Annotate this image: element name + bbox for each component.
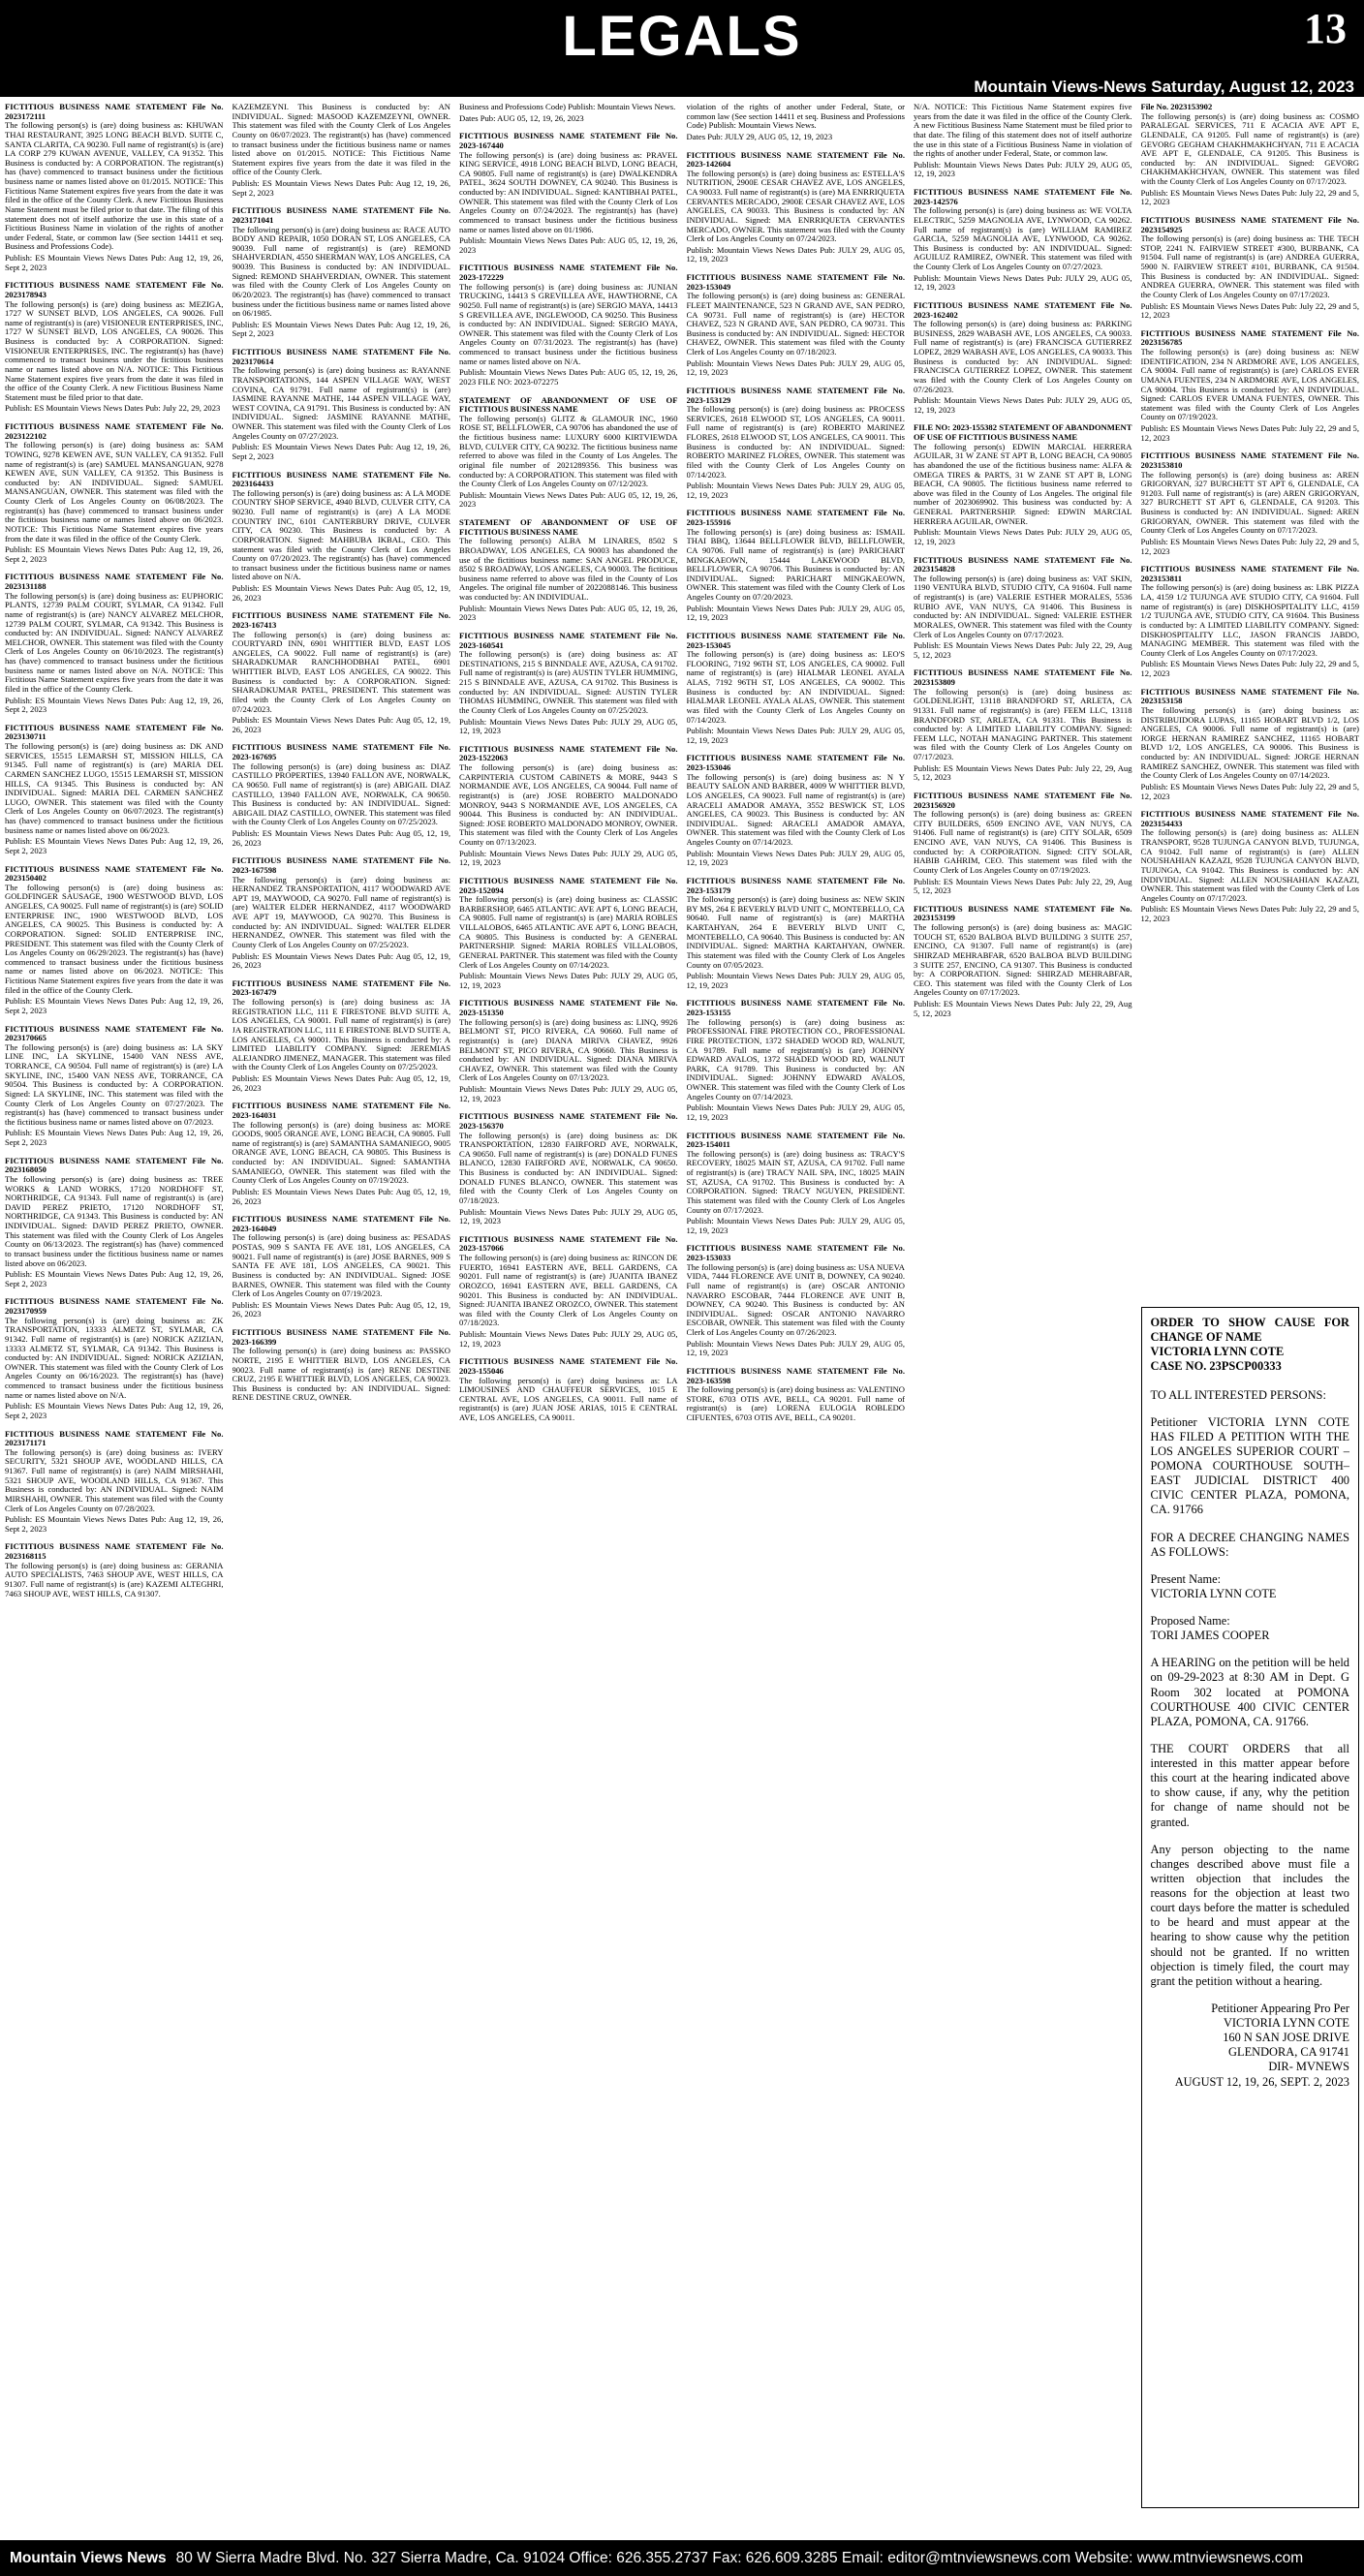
legal-notice <box>687 877 906 991</box>
osc-hearing: A HEARING on the petition will be held on 09-29-2023 at 8:30 AM in Dept. G Room 302 located at POMONA COURTHOUSE 400 CIVIC CENTER PLAZA, POMONA, CA. 91766. <box>1150 1656 1349 1728</box>
notice-body: The following person(s) is (are) doing business as: JA REGISTRATION LLC, 111 E FIRESTONE BLVD SUITE A, LOS ANGELES, CA 90001. Full name of registrant(s) is (are) JA REGISTRATION LLC, 111 E FIRESTONE BLVD SUITE A, LOS ANGELES, CA 90001. This Business is conducted by: A LIMITED LIABILITY COMPANY. Signed: JEREMIAS ALEJANDRO JIMENEZ, MANAGER. This statement was filed with the County Clerk of Los Angeles County on 07/25/2023. <box>232 997 450 1072</box>
notice-header: FICTITIOUS BUSINESS NAME STATEMENT File No. 2023168050 <box>5 1155 224 1175</box>
notice-body: The following person(s) is (are) doing business as: ESTELLA'S NUTRITION, 2900E CESAR CHAVEZ AVE, LOS ANGELES, CA 90033. Full name of registrant(s) is (are) MA ENRRIQUETA CERVANTES MERCADO, 2900E CESAR CHAVEZ AVE, LOS ANGELES, CA 90033. This Business is conducted by: AN INDIVIDUAL. Signed: MA ENRRIQUETA CERVANTES MERCADO, OWNER. This statement was filed with the County Clerk of Los Angeles County on 07/24/2023. <box>686 168 905 244</box>
osc-signature-2: VICTORIA LYNN COTE <box>1223 2016 1349 2030</box>
legal-notice <box>232 348 451 462</box>
legal-notice <box>232 1328 451 1403</box>
notice-publish: Publish: ES Mountain Views News Dates Pub: Aug 12, 19, 26, Sept 2, 2023 <box>5 996 224 1015</box>
notice-body: The following person(s) EDWIN MARCIAL HERRERA AGUILAR, 31 W ZANE ST APT B, LONG BEACH, CA 90805 has abandoned the use of the fictitious business name: ALFA & OMEGA TIRES & PARTS, 31 W ZANE ST APT B, LONG BEACH, CA 90805. The fictitious business name referred to above was filed in the County of Los Angeles. The original file number of 2023069902. This business was conducted by: A GENERAL PARTNERSHIP. Signed: EDWIN MARCIAL HERRERA AGUILAR, OWNER. <box>914 441 1132 526</box>
legal-notice <box>459 1235 678 1350</box>
notice-body: The following person(s) is (are) doing business as: PROFESSIONAL FIRE PROTECTION CO., PROFESSIONAL FIRE PROTECTION, 1372 SHADED WOOD RD, WALNUT, CA 91789. Full name of registrant(s) is (are) JOHNNY EDWARD AVALOS, 1372 SHADED WOOD RD, WALNUT PARK, CA 91789. This Business is conducted by: AN INDIVIDUAL. Signed: JOHNNY EDWARD AVALOS, OWNER. This statement was filed with the County Clerk of Los Angeles County on 07/14/2023. <box>686 1016 905 1102</box>
legal-notice <box>459 518 678 623</box>
notice-header: FICTITIOUS BUSINESS NAME STATEMENT File No. 2023-154011 <box>686 1130 905 1150</box>
notice-body: The following person(s) is (are) doing business as: PASSKO NORTE, 2195 E WHITTIER BLVD, LOS ANGELES, CA 90023. Full name of registrant(s) is (are) RENE DESTINE CRUZ, 2195 E WHITTIER BLVD, LOS ANGELES, CA 90023. This Business is conducted by: AN INDIVIDUAL. Signed: RENE DESTINE CRUZ, OWNER. <box>232 1346 450 1403</box>
osc-to-all: TO ALL INTERESTED PERSONS: <box>1150 1387 1326 1402</box>
column-5 <box>914 103 1132 2536</box>
notice-publish: Publish: Mountain Views News Dates Pub: JULY 29, AUG 05, 12, 19, 2023 <box>686 603 905 623</box>
notice-body: The following person(s) is (are) doing business as: SAM TOWING, 9278 KEWEN AVE, SUN VALLEY, CA 91352. Full name of registrant(s) is (are) SAMUEL MANSANGUAN, 9278 KEWEN AVE, SUN VALLEY, CA 91352. This Business is conducted by: AN INDIVIDUAL. Signed: SAMUEL MANSANGUAN, OWNER. This statement was filed with the County Clerk of Los Angeles County on 06/08/2023. The registrant(s) has (have) commenced to transact business under the fictitious business name or names listed above on 06/2023. NOTICE: This Fictitious Name Statement expires five years from the date it was filed in the office of the County Clerk. <box>5 440 224 543</box>
notice-body: The following person(s) is (are) doing business as: RAYANNE TRANSPORTATIONS, 144 ASPEN VILLAGE WAY, WEST COVINA, CA 91791. Full name of registrant(s) is (are) JASMINE RAYANNE MATHE, 144 ASPEN VILLAGE WAY, WEST COVINA, CA 91791. This Business is conducted by: AN INDIVIDUAL. Signed: JASMINE RAYANNE MATHE, OWNER. This statement was filed with the County Clerk of Los Angeles County on 07/27/2023. <box>232 365 450 441</box>
notice-header: FICTITIOUS BUSINESS NAME STATEMENT File No. 2023156920 <box>914 790 1132 810</box>
footer-brand: Mountain Views News <box>10 2550 167 2566</box>
notice-body: The following person(s) is (are) doing business as: COSMO PARALEGAL SERVICES, 711 E ACACIA AVE APT E, GLENDALE, CA 91205. Full name of registrant(s) is (are) GEVORG GEGHAM CHAKHMAKHCHYAN, 711 E ACACIA AVE APT E, GLENDALE, CA 91205. This Business is conducted by: AN INDIVIDUAL. Signed: GEVORG CHAKHMAKHCHYAN, OWNER. This statement was filed with the County Clerk of Los Angeles County on 07/17/2023. <box>1140 110 1359 186</box>
notice-header: FICTITIOUS BUSINESS NAME STATEMENT File No. 2023-160541 <box>459 630 678 650</box>
legal-notice <box>687 1244 906 1358</box>
notice-body: The following person(s) is (are) doing business as: ZK TRANSPORTATION, 13333 ALMETZ ST, SYLMAR, CA 91342. Full name of registrant(s) is (are) NORICK AZIZIAN, 13333 ALMETZ ST, SYLMAR, CA 91342. This Business is conducted by: AN INDIVIDUAL. Signed: NORICK AZIZIAN, OWNER. This statement was filed with the County Clerk of Los Angeles County on 06/16/2023. The registrant(s) has (have) commenced to transact business under the fictitious business name or names listed above on N/A. <box>5 1315 224 1400</box>
notice-body: The following person(s) is (are) doing business as: GREEN CITY BUILDERS, 6509 ENCINO AVE, VAN NUYS, CA 91406. Full name of registrant(s) is (are) CITY SOLAR, 6509 ENCINO AVE, VAN NUYS, CA 91406. This Business is conducted by: A CORPORATION. Signed: CITY SOLAR, HABIB GAHRIM, CEO. This statement was filed with the County Clerk of Los Angeles County on 07/19/2023. <box>914 809 1132 875</box>
notice-body: The following person(s) is (are) doing business as: CLASSIC BARBERSHOP, 6465 ATLANTIC AVE APT 6, LONG BEACH, CA 90805. Full name of registrant(s) is (are) MARIA ROBLES VILLALOBOS, 6465 ATLANTIC AVE APT 6, LONG BEACH, CA 90805. This Business is conducted by: A GENERAL PARTNERSHIP. Signed: MARIA ROBLES VILLALOBOS, GENERAL PARTNER. This statement was filed with the County Clerk of Los Angeles County on 07/14/2023. <box>459 894 678 970</box>
legal-notice <box>687 387 906 501</box>
notice-body: violation of the rights of another under Federal, State, or common law (See section 14411 et seq. Business and Professions Code) Publish: Mountain Views News. <box>686 103 905 131</box>
notice-header: FICTITIOUS BUSINESS NAME STATEMENT File No. 2023-167413 <box>232 610 450 630</box>
legal-notice <box>459 632 678 736</box>
notice-body: Business and Professions Code) Publish: Mountain Views News. <box>459 103 676 111</box>
legal-notice <box>5 1025 224 1148</box>
legal-notice <box>5 1157 224 1289</box>
notice-header: FICTITIOUS BUSINESS NAME STATEMENT File No. 2023-167695 <box>232 742 450 761</box>
legal-notice <box>914 791 1132 896</box>
notice-body: The following person(s) is (are) doing business as: THE TECH STOP, 2241 N. FAIRVIEW STREET #300, BURBANK, CA 91504. Full name of registrant(s) is (are) ANDREA GUERRA, 5900 N. FAIRVIEW STREET #101, BURBANK, CA 91504. This Business is conducted by: AN INDIVIDUAL. Signed: ANDREA GUERRA, OWNER. This statement was filed with the County Clerk of Los Angeles County on 07/17/2023. <box>1140 233 1359 299</box>
legal-notice <box>687 273 906 378</box>
legal-notice <box>459 264 678 387</box>
osc-proposed-name <box>1151 1614 1350 1643</box>
notice-header: FICTITIOUS BUSINESS NAME STATEMENT File No. 2023172111 <box>5 103 224 121</box>
legal-notice <box>5 422 224 564</box>
notice-header: FICTITIOUS BUSINESS NAME STATEMENT File No. 2023-162402 <box>914 299 1132 320</box>
notice-header: FICTITIOUS BUSINESS NAME STATEMENT File No. 2023122102 <box>5 421 224 441</box>
legal-notice <box>687 103 906 142</box>
notice-body: The following person(s) is (are) doing business as: PARKING BUSINESS, 2829 WABASH AVE, LOS ANGELES, CA 90033. Full name of registrant(s) is (are) FRANCISCA GUTIERREZ LOPEZ, 2829 WABASH AVE, LOS ANGELES, CA 90033. This Business is conducted by: AN INDIVIDUAL. Signed: FRANCISCA GUTIERREZ LOPEZ, OWNER. This statement was filed with the County Clerk of Los Angeles County on 07/26/2023. <box>914 319 1132 394</box>
notice-publish: Publish: Mountain Views News Dates Pub: JULY 29, AUG 05, 12, 19, 2023 <box>686 481 905 500</box>
notice-header: FICTITIOUS BUSINESS NAME STATEMENT File No. 2023-153046 <box>686 753 905 772</box>
notice-header: FICTITIOUS BUSINESS NAME STATEMENT File No. 2023-166399 <box>232 1327 450 1347</box>
notice-body: The following person(s) is (are) doing business as: PROCESS SERVICES, 2618 ELWOOD ST, LOS ANGELES, CA 90011. Full name of registrant(s) is (are) ROBERTO MARINEZ FLORES, 2618 ELWOOD ST, LOS ANGELES, CA 90011. This Business is conducted by: AN INDIVIDUAL. Signed: ROBERTO MARINEZ FLORES, OWNER. This statement was filed with the County Clerk of Los Angeles County on 07/14/2023. <box>686 404 905 480</box>
notice-publish: Publish: ES Mountain Views News Dates Pub: Aug 12, 19, 26, Sept 2, 2023 <box>232 442 450 461</box>
notice-header: FICTITIOUS BUSINESS NAME STATEMENT File No. 2023178943 <box>5 280 224 299</box>
legal-notice <box>914 556 1132 661</box>
legal-notice <box>5 1542 224 1598</box>
notice-publish: Publish: ES Mountain Views News Dates Pub: July 22, 29 and 5, 12, 2023 <box>1140 187 1359 207</box>
legal-notice <box>5 1297 224 1420</box>
notice-publish: Publish: Mountain Views News Dates Pub: AUG 05, 12, 19, 26, 2023 <box>459 489 678 510</box>
notice-header: FICTITIOUS BUSINESS NAME STATEMENT File No. 2023-167598 <box>232 855 450 875</box>
notice-body: The following person(s) is (are) doing business as: N Y BEAUTY SALON AND BARBER, 4009 W WHITTIER BLVD, LOS ANGELES, CA 90023. Full name of registrant(s) is (are) ARACELI AMADOR AMAYA, 3552 BESWICK ST, LOS ANGELES, CA 90023. This Business is conducted by: AN INDIVIDUAL. Signed: ARACELI AMADOR AMAYA, OWNER. This statement was filed with the County Clerk of Los Angeles County on 07/14/2023. <box>686 771 905 847</box>
legal-notice <box>232 611 451 734</box>
notice-header: FICTITIOUS BUSINESS NAME STATEMENT File No. 2023170614 <box>232 347 450 366</box>
page-number: 13 <box>1304 5 1347 52</box>
legal-notice <box>5 865 224 1016</box>
notice-header: FICTITIOUS BUSINESS NAME STATEMENT File No. 2023130711 <box>5 722 224 742</box>
notice-publish: Publish: Mountain Views News Dates Pub: JULY 29, AUG 05, 12, 19, 2023 <box>459 971 678 990</box>
notice-header: STATEMENT OF ABANDONMENT OF USE OF FICTITIOUS BUSINESS NAME <box>459 517 678 537</box>
notice-body: The following person(s) is (are) doing business as: HERNANDEZ TRANSPORTATION, 4117 WOODWARD AVE APT 19, MAYWOOD, CA 90270. Full name of registrant(s) is (are) WALTER ELDER HERNANDEZ, 4117 WOODWARD AVE APT 19, MAYWOOD, CA 90270. This Business is conducted by: AN INDIVIDUAL. Signed: WALTER ELDER HERNANDEZ, OWNER. This statement was filed with the County Clerk of Los Angeles County on 07/25/2023. <box>232 874 450 949</box>
notice-publish: Publish: ES Mountain Views News Dates Pub: Aug 12, 19, 26, Sept 2, 2023 <box>5 836 224 855</box>
notice-publish: Publish: ES Mountain Views News Dates Pub: Aug 12, 19, 26, Sept 2, 2023 <box>5 1401 224 1420</box>
notice-body: The following person(s) is (are) doing business as: TRACY'S RECOVERY, 18025 MAIN ST, AZUSA, CA 91702. Full name of registrant(s) is (are) TRACY NAIL SPA, INC, 18025 MAIN ST, AZUSA, CA 91702. This Business is conducted by: A CORPORATION. Signed: TRACY NGUYEN, PRESIDENT. This statement was filed with the County Clerk of Los Angeles County on 07/17/2023. <box>686 1148 905 1215</box>
legal-notice <box>1141 329 1360 444</box>
notice-body: The following person(s) is (are) doing business as: DK AND SERVICES, 15515 LEMARSH ST, MISSION HILLS, CA 91345. Full name of registrant(s) is (are) MARIA DEL CARMEN SANCHEZ LUGO, 15515 LEMARSH ST, MISSION HILLS, CA 91345. This Business is conducted by: AN INDIVIDUAL. Signed: MARIA DEL CARMEN SANCHEZ LUGO, OWNER. This statement was filed with the County Clerk of Los Angeles County on 06/07/2023. The registrant(s) has (have) commenced to transact business under the fictitious business name or names listed above on 06/2023. <box>5 741 224 835</box>
notice-body: The following person(s) is (are) doing business as: VALENTINO STORE, 6703 OTIS AVE, BELL, CA 90201. Full name of registrant(s) is (are) LORENA EULOGIA ROBLEDO CIFUENTES, 6703 OTIS AVE, BELL, CA 90201. <box>686 1384 905 1422</box>
notice-body: The following person(s) is (are) doing business as: MORE GOODS, 9005 ORANGE AVE, LONG BEACH, CA 90805. Full name of registrant(s) is (are) SAMANTHA SAMANIEGO, 9005 ORANGE AVE, LONG BEACH, CA 90805. This Business is conducted by: AN INDIVIDUAL. Signed: SAMANTHA SAMANIEGO, OWNER. This statement was filed with the County Clerk of Los Angeles County on 07/19/2023. <box>232 1119 450 1186</box>
masthead <box>0 0 1364 97</box>
notice-header: FICTITIOUS BUSINESS NAME STATEMENT File No. 2023-153033 <box>686 1243 905 1262</box>
notice-publish: Publish: ES Mountain Views News Dates Pub: Aug 12, 19, 26, Sept 2, 2023 <box>5 1514 224 1534</box>
notice-body: The following person(s) is (are) doing business as: ISMAIL THAI BBQ, 13644 BELLFLOWER BLVD, BELLFLOWER, CA 90706. Full name of registrant(s) is (are) PARICHART MINGKAEOWN, 15444 LAKEWOOD BLVD, BELLFLOWER, CA 90706. This Business is conducted by: AN INDIVIDUAL. Signed: PARICHART MINGKAEOWN, OWNER. This statement was filed with the County Clerk of Los Angeles County on 07/20/2023. <box>686 526 905 602</box>
osc-proposed-value: TORI JAMES COOPER <box>1150 1629 1270 1643</box>
legal-notice <box>459 877 678 991</box>
notice-header: FICTITIOUS BUSINESS NAME STATEMENT File No. 2023-156370 <box>459 1111 678 1131</box>
notice-publish: Publish: Mountain Views News Dates Pub: JULY 29, AUG 05, 12, 19, 2023 <box>686 848 905 868</box>
notice-publish: Publish: Mountain Views News Dates Pub: JULY 29, AUG 05, 12, 19, 2023 <box>686 244 905 264</box>
notice-publish: Publish: ES Mountain Views News Dates Pub: Aug 05, 12, 19, 26, 2023 <box>232 1073 450 1093</box>
notice-publish: Dates Pub: JULY 29, AUG 05, 12, 19, 2023 <box>686 131 833 141</box>
notice-publish: Publish: Mountain Views News Dates Pub: JULY 29, AUG 05, 12, 19, 2023 <box>686 1338 905 1358</box>
notice-header: FICTITIOUS BUSINESS NAME STATEMENT File No. 2023-152094 <box>459 875 678 895</box>
notice-publish: Publish: ES Mountain Views News Dates Pub: Aug 12, 19, 26, Sept 2, 2023 <box>232 178 450 198</box>
notice-header: FICTITIOUS BUSINESS NAME STATEMENT File No. 2023-153155 <box>686 998 905 1017</box>
legal-notice <box>914 905 1132 1019</box>
notice-body: The following person(s) is (are) doing business as: LA SKY LINE INC, LA SKYLINE, 15400 VAN NESS AVE, TORRANCE, CA 90504. Full name of registrant(s) is (are) LA SKYLINE, INC, 15400 VAN NESS AVE, TORRANCE, CA 90504. This Business is conducted by: A CORPORATION. Signed: LA SKYLINE, INC. This statement was filed with the County Clerk of Los Angeles County on 07/27/2023. The registrant(s) has (have) commenced to transact business under the fictitious business name or names listed above on 07/2023. <box>5 1041 224 1127</box>
notice-publish: Publish: Mountain Views News Dates Pub: JULY 29, AUG 05, 12, 19, 2023 <box>686 726 905 745</box>
osc-petition: Petitioner VICTORIA LYNN COTE HAS FILED A PETITION WITH THE LOS ANGELES SUPERIOR COURT –POMONA COURTHOUSE SOUTH– EAST JUDICIAL DISTRICT 400 CIVIC CENTER PLAZA, POMONA, CA. 91766 <box>1150 1414 1349 1517</box>
notice-publish: Publish: ES Mountain Views News Dates Pub: Aug 12, 19, 26, Sept 2, 2023 <box>232 319 450 339</box>
osc-signature-6: AUGUST 12, 19, 26, SEPT. 2, 2023 <box>1174 2074 1349 2089</box>
notice-header: FICTITIOUS BUSINESS NAME STATEMENT File No. 2023170959 <box>5 1296 224 1316</box>
notice-publish: Publish: ES Mountain Views News Dates Pub: Aug 05, 12, 19, 26, 2023 <box>232 583 450 603</box>
notice-header: FICTITIOUS BUSINESS NAME STATEMENT File No. 2023154925 <box>1140 214 1359 234</box>
notice-publish: Publish: ES Mountain Views News Dates Pub: Aug 05, 12, 19, 26, 2023 <box>232 828 450 848</box>
notice-body: The following person(s) is (are) doing business as: A LA MODE COUNTRY SHOP SERVICE, 4940 BLVD, CULVER CITY, CA 90230. Full name of registrant(s) is (are) A LA MODE COUNTRY INC, 6101 CANTERBURY DRIVE, CULVER CITY, CA 90230. This Business is conducted by: A CORPORATION. Signed: MAHBUBA IKBAL, CEO. This statement was filed with the County Clerk of Los Angeles County on 07/20/2023. The registrant(s) has (have) commenced to transact business under the fictitious business name or names listed above on N/A. <box>232 487 450 582</box>
notice-publish: Publish: Mountain Views News Dates Pub: JULY 29, AUG 05, 12, 19, 2023 <box>914 527 1132 546</box>
notice-header: FICTITIOUS BUSINESS NAME STATEMENT File No. 2023153199 <box>914 903 1132 923</box>
notice-publish: Publish: ES Mountain Views News Dates Pub: Aug 12, 19, 26, Sept 2, 2023 <box>5 1269 224 1288</box>
legal-notice <box>5 724 224 856</box>
notice-publish: Publish: ES Mountain Views News Dates Pub: July 22, 29 and 5, 12, 2023 <box>1140 300 1359 321</box>
legal-notice <box>459 1357 678 1422</box>
notice-body: The following person(s) is (are) doing business as: LEO'S FLOORING, 7192 96TH ST, LOS ANGELES, CA 90002. Full name of registrant(s) is (are) HIALMAR LEONEL AYALA ALAS, 7192 96TH ST, LOS ANGELES, CA 90002. This Business is conducted by: AN INDIVIDUAL. Signed: HIALMAR LEONEL AYALA ALAS, OWNER. This statement was filed with the County Clerk of Los Angeles County on 07/14/2023. <box>686 649 905 725</box>
notice-header: FICTITIOUS BUSINESS NAME STATEMENT File No. 2023-167479 <box>232 978 450 998</box>
notice-publish: Publish: Mountain Views News Dates Pub: JULY 29, AUG 05, 12, 19, 2023 <box>459 716 678 736</box>
notice-header: FICTITIOUS BUSINESS NAME STATEMENT File No. 2023154433 <box>1140 809 1359 828</box>
legal-notice <box>232 471 451 604</box>
column-3 <box>459 103 678 2536</box>
legal-notice <box>459 396 678 511</box>
notice-body: The following person(s) is (are) doing business as: RINCON DE FUERTO, 16941 EASTERN AVE, BELL GARDENS, CA 90201. Full name of registrant(s) is (are) JUANITA IBANEZ OROZCO, 16941 EASTERN AVE, BELL GARDENS, CA 90201. This Business is conducted by: AN INDIVIDUAL. Signed: JUANITA IBANEZ OROZCO, OWNER. This statement was filed with the County Clerk of Los Angeles County on 07/18/2023. <box>459 1253 678 1328</box>
osc-decree: FOR A DECREE CHANGING NAMES AS FOLLOWS: <box>1150 1530 1349 1559</box>
osc-proposed-label: Proposed Name: <box>1150 1614 1230 1628</box>
legal-notice <box>687 999 906 1122</box>
notice-publish: Publish: ES Mountain Views News Dates Pub: Aug 12, 19, 26, Sept 2, 2023 <box>5 1128 224 1147</box>
notice-body: The following person(s) is (are) doing business as: MAGIC TOUCH ST, 6520 BALBOA BLVD BUILDING 3 SUITE 257, ENCINO, CA 91307. Full name of registrant(s) is (are) SHIRZAD MEHRABFAR, 6520 BALBOA BLVD BUILDING 3 SUITE 257, ENCINO, CA 91307. This Business is conducted by: A CORPORATION. Signed: SHIRZAD MEHRABFAR, CEO. This statement was filed with the County Clerk of Los Angeles County on 07/17/2023. <box>914 922 1132 998</box>
legal-notice <box>687 509 906 623</box>
footer <box>0 2540 1364 2576</box>
notice-header: FICTITIOUS BUSINESS NAME STATEMENT File No. 2023156785 <box>1140 327 1359 348</box>
notice-header: FICTITIOUS BUSINESS NAME STATEMENT File No. 2023-142576 <box>914 187 1132 206</box>
legal-notice <box>232 103 451 198</box>
notice-body: The following person(s) is (are) doing business as: DISTRIBUIDORA LUPAS, 11165 HOBART BLVD 1/2, LOS ANGELES, CA 90006. Full name of registrant(s) is (are) JORGE HERNAN RAMIREZ SANCHEZ, 11165 HOBART BLVD 1/2, LOS ANGELES, CA 90006. This Business is conducted by: AN INDIVIDUAL. Signed: JORGE HERNAN RAMIREZ SANCHEZ, OWNER. This statement was filed with the County Clerk of Los Angeles County on 07/14/2023. <box>1140 704 1359 781</box>
osc-case-number: CASE NO. 23PSCP00333 <box>1150 1359 1282 1374</box>
notice-body: The following person(s) is (are) doing business as: GENERAL FLEET MAINTENANCE, 523 N GRAND AVE, SAN PEDRO, CA 90731. Full name of registrant(s) is (are) HECTOR CHAVEZ, 523 N GRAND AVE, SAN PEDRO, CA 90731. This Business is conducted by: AN INDIVIDUAL. Signed: HECTOR CHAVEZ, OWNER. This statement was filed with the County Clerk of Los Angeles County on 07/18/2023. <box>686 291 905 357</box>
notice-body: The following person(s) is (are) doing business as: VAT SKIN, 1190 VENTURA BLVD, STUDIO CITY, CA 91604. Full name of registrant(s) is (are) VALERIE ESTHER MORALES, 5536 RUBIO AVE, VAN NUYS, CA 91406. This Business is conducted by: AN INDIVIDUAL. Signed: VALERIE ESTHER MORALES, OWNER. This statement was filed with the County Clerk of Los Angeles County on 07/17/2023. <box>914 573 1132 639</box>
legal-notice <box>459 103 678 123</box>
section-title: LEGALS <box>562 5 802 68</box>
notice-publish: Publish: ES Mountain Views News Dates Pub: July 22, 29, 2023 <box>5 403 221 414</box>
notice-header: FICTITIOUS BUSINESS NAME STATEMENT File No. 2023-164049 <box>232 1214 450 1233</box>
notice-publish: Publish: Mountain Views News Dates Pub: JULY 29, AUG 05, 12, 19, 2023 <box>686 1216 905 1235</box>
notice-publish: Publish: Mountain Views News Dates Pub: JULY 29, AUG 05, 12, 19, 2023 <box>686 357 905 378</box>
legal-notice <box>687 754 906 868</box>
legal-notice <box>459 132 678 255</box>
legal-notice <box>5 281 224 414</box>
legal-notice <box>914 668 1132 783</box>
notice-header: FICTITIOUS BUSINESS NAME STATEMENT File No. 2023-142604 <box>686 149 905 170</box>
notice-body: The following person(s) is (are) doing business as: LA LIMOUSINES AND CHAUFFEUR SERVICES, 1015 E CENTRAL AVE, LOS ANGELES, CA 90011. Full name of registrant(s) is (are) JUAN JOSE ARIAS, 1015 E CENTRAL AVE, LOS ANGELES, CA 90011. <box>459 1375 678 1422</box>
notice-publish: Publish: ES Mountain Views News Dates Pub: July 22, 29, Aug 5, 12, 2023 <box>914 876 1132 896</box>
osc-signature-5: DIR- MVNEWS <box>1268 2060 1349 2074</box>
notice-publish: Publish: ES Mountain Views News Dates Pub: July 22, 29 and 5, 12, 2023 <box>1140 659 1359 678</box>
notice-header: FICTITIOUS BUSINESS NAME STATEMENT File No. 2023-164031 <box>232 1101 450 1120</box>
notice-header: FICTITIOUS BUSINESS NAME STATEMENT File No. 2023153811 <box>1140 564 1359 583</box>
legal-notice <box>1141 103 1360 207</box>
notice-body: The following person(s) is (are) doing business as: USA NUEVA VIDA, 7444 FLORENCE AVE UNIT B, DOWNEY, CA 90240. Full name of registrant(s) is (are) OSCAR ANTONIO NAVARRO ESCOBAR, 7444 FLORENCE AVE UNIT B, DOWNEY, CA 90240. This Business is conducted by: AN INDIVIDUAL. Signed: OSCAR ANTONIO NAVARRO ESCOBAR, OWNER. This statement was filed with the County Clerk of Los Angeles County on 07/26/2023. <box>686 1261 905 1337</box>
osc-signature-3: 160 N SAN JOSE DRIVE <box>1223 2031 1349 2045</box>
order-to-show-cause <box>1141 1307 1360 2508</box>
notice-header: FICTITIOUS BUSINESS NAME STATEMENT File No. 2023-151350 <box>459 998 678 1017</box>
column-4 <box>687 103 906 2536</box>
notice-body: The following person(s) is (are) doing business as: GERANIA AUTO SPECIALISTS, 7463 SHOUP AVE, WEST HILLS, CA 91307. Full name of registrant(s) is (are) KAZEMI ALTEGHRI, 7463 SHOUP AVE, WEST HILLS, CA 91307. <box>5 1560 224 1598</box>
notice-header: FICTITIOUS BUSINESS NAME STATEMENT File No. 2023171171 <box>5 1428 224 1448</box>
notice-body: The following person(s) is (are) doing business as: JUNIAN TRUCKING, 14413 S GREVILLEA AVE, HAWTHORNE, CA 90250. Full name of registrant(s) is (are) SERGIO MAYA, 14413 S GREVILLEA AVE, INGLEWOOD, CA 90250. This Business is conducted by: AN INDIVIDUAL. Signed: SERGIO MAYA, OWNER. This statement was filed with the County Clerk of Los Angeles County on 07/31/2023. The registrant(s) has (have) commenced to transact business under the fictitious business name or names listed above on N/A. <box>459 281 678 366</box>
notice-header: FICTITIOUS BUSINESS NAME STATEMENT File No. 2023-153179 <box>686 875 905 895</box>
notice-header: FICTITIOUS BUSINESS NAME STATEMENT File No. 2023153158 <box>1140 686 1359 706</box>
osc-petitioner-name: VICTORIA LYNN COTE <box>1150 1345 1285 1359</box>
notice-header: File No. 2023153902 <box>1140 103 1213 111</box>
column-6-notices <box>1141 103 1360 1299</box>
notice-body: The following person(s) is (are) doing business as: AT DESTINATIONS, 215 S BINNDALE AVE, AZUSA, CA 91702. Full name of registrant(s) is (are) AUSTIN TYLER HUMMING, 215 S BINNDALE AVE, AZUSA, CA 91702. This Business is conducted by: AN INDIVIDUAL. Signed: AUSTIN TYLER THOMAS HUMMING, OWNER. This statement was filed with the County Clerk of Los Angeles County on 07/25/2023. <box>459 649 678 715</box>
notice-publish: Publish: Mountain Views News Dates Pub: JULY 29, AUG 05, 12, 19, 2023 <box>459 1329 678 1349</box>
notice-header: FICTITIOUS BUSINESS NAME STATEMENT File No. 2023-155046 <box>459 1356 678 1376</box>
notice-header: FICTITIOUS BUSINESS NAME STATEMENT File No. 2023154828 <box>914 554 1132 574</box>
notice-body: The following person(s) is (are) doing business as: RACE AUTO BODY AND REPAIR, 1050 DORAN ST, LOS ANGELES, CA 90039. Full name of registrant(s) is (are) REMOND SHAHVERDIAN, 4550 SHERMAN WAY, LOS ANGELES, CA 90039. This Business is conducted by: AN INDIVIDUAL. Signed: REMOND SHAHVERDIAN, OWNER. This statement was filed with the County Clerk of Los Angeles County on 06/20/2023. The registrant(s) has (have) commenced to transact business under the fictitious business name or names listed above on 06/1985. <box>232 224 450 319</box>
legal-notice <box>687 1367 906 1423</box>
legal-notice <box>687 151 906 265</box>
osc-present-label: Present Name: <box>1150 1571 1222 1586</box>
notice-publish: Publish: Mountain Views News Dates Pub: JULY 29, AUG 05, 12, 19, 2023 <box>914 395 1132 415</box>
legal-notice <box>459 745 678 868</box>
notice-publish: Dates Pub: AUG 05, 12, 19, 26, 2023 <box>459 112 584 123</box>
osc-present-name <box>1151 1572 1350 1601</box>
notice-header: FICTITIOUS BUSINESS NAME STATEMENT File No. 2023153809 <box>914 667 1132 687</box>
notice-header: FICTITIOUS BUSINESS NAME STATEMENT File No. 2023-153045 <box>686 630 905 650</box>
notice-header: FICTITIOUS BUSINESS NAME STATEMENT File No. 2023170665 <box>5 1023 224 1043</box>
notice-header: FICTITIOUS BUSINESS NAME STATEMENT File No. 2023-167440 <box>459 131 678 150</box>
legal-notice <box>1141 810 1360 924</box>
legal-notice <box>687 1132 906 1236</box>
legal-notice <box>459 1112 678 1226</box>
legal-notice <box>1141 688 1360 802</box>
legal-notice <box>232 206 451 339</box>
notice-header: FICTITIOUS BUSINESS NAME STATEMENT File No. 2023-163598 <box>686 1365 905 1385</box>
notice-publish: Publish: ES Mountain Views News Dates Pub: July 22, 29, Aug 5, 12, 2023 <box>914 762 1132 783</box>
osc-court-orders: THE COURT ORDERS that all interested in this matter appear before this court at the hearing indicated above to show cause, if any, why the petition for change of name should not be granted. <box>1150 1741 1349 1829</box>
legal-notice <box>687 632 906 746</box>
notice-header: FICTITIOUS BUSINESS NAME STATEMENT File No. 2023164433 <box>232 469 450 489</box>
notice-body: The following person(s) is (are) doing business as: WE VOLTA ELECTRIC, 5259 MAGNOLIA AVE, LYNWOOD, CA 90262. Full name of registrant(s) is (are) WILLIAM RAMIREZ GARCIA, 5259 MAGNOLIA AVE, LYNWOOD, CA 90262. This Business is conducted by: AN INDIVIDUAL. Signed: AGUILUZ RAMIREZ, OWNER. This statement was filed with the County Clerk of Los Angeles County on 07/27/2023. <box>914 205 1132 271</box>
notice-publish: Publish: ES Mountain Views News Dates Pub: Aug 05, 12, 19, 26, 2023 <box>232 1186 450 1206</box>
notice-publish: Publish: Mountain Views News Dates Pub: JULY 29, AUG 05, 12, 19, 2023 <box>914 159 1132 179</box>
notice-body: The following person(s) is (are) doing business as: TREE WORKS & LAND WORKS, 17120 NORDHOFF ST, NORTHRIDGE, CA 91343. Full name of registrant(s) is (are) DAVID PEREZ PRIETO, 17120 NORDHOFF ST, NORTHRIDGE, CA 91343. This Business is conducted by: AN INDIVIDUAL. Signed: DAVID PEREZ PRIETO, OWNER. This statement was filed with the County Clerk of Los Angeles County on 06/13/2023. The registrant(s) has (have) commenced to transact business under the fictitious business name or names listed above on 06/2023. <box>5 1173 224 1268</box>
legal-notice <box>1141 451 1360 556</box>
legal-notice <box>914 423 1132 546</box>
notice-header: FICTITIOUS BUSINESS NAME STATEMENT File No. 2023131188 <box>5 572 224 591</box>
legal-notice <box>914 301 1132 416</box>
notice-header: FICTITIOUS BUSINESS NAME STATEMENT File No. 2023-155916 <box>686 508 905 527</box>
notice-header: FICTITIOUS BUSINESS NAME STATEMENT File No. 2023-172229 <box>459 263 678 282</box>
notice-header: FILE NO: 2023-155382 STATEMENT OF ABANDONMENT OF USE OF FICTITIOUS BUSINESS NAME <box>914 422 1132 442</box>
osc-present-value: VICTORIA LYNN COTE <box>1150 1586 1277 1600</box>
notice-publish: Publish: Mountain Views News Dates Pub: JULY 29, AUG 05, 12, 19, 2023 <box>459 1206 678 1226</box>
notice-header: STATEMENT OF ABANDONMENT OF USE OF FICTITIOUS BUSINESS NAME <box>459 394 678 415</box>
legal-notice <box>1141 216 1360 321</box>
legal-notice <box>459 999 678 1103</box>
osc-objection: Any person objecting to the name changes described above must file a written objection that includes the reasons for the objection at least two court days before the matter is scheduled to be heard and must appear at the hearing to show cause why the petition should not be granted. If no written objection is timely filed, the court may grant the petition without a hearing. <box>1150 1842 1349 1988</box>
notice-publish: Publish: ES Mountain Views News Dates Pub: July 22, 29, Aug 5, 12, 2023 <box>914 999 1132 1018</box>
osc-title: ORDER TO SHOW CAUSE FOR CHANGE OF NAME <box>1150 1316 1349 1345</box>
notice-body: The following person(s) is (are) doing business as: PESADAS POSTAS, 909 S SANTA FE AVE 181, LOS ANGELES, CA 90021. Full name of registrant(s) is (are) JOSE BARNES, 909 S SANTA FE AVE 181, LOS ANGELES, CA 90021. This Business is conducted by: AN INDIVIDUAL. Signed: JOSE BARNES, OWNER. This statement was filed with the County Clerk of Los Angeles County on 07/19/2023. <box>232 1232 450 1299</box>
osc-signature-1: Petitioner Appearing Pro Per <box>1211 2001 1349 2015</box>
notice-body: KAZEMZEYNI. This Business is conducted by: AN INDIVIDUAL. Signed: MASOOD KAZEMZEYNI, OWNER. This statement was filed with the County Clerk of Los Angeles County on 06/07/2023. The registrant(s) has (have) commenced to transact business under the fictitious business name or names listed above on 01/2015. NOTICE: This Fictitious Name Statement expires five years from the date it was filed in the office of the County Clerk. <box>232 103 450 177</box>
notice-publish: Publish: ES Mountain Views News Dates Pub: July 22, 29, Aug 5, 12, 2023 <box>914 640 1132 660</box>
notice-header: FICTITIOUS BUSINESS NAME STATEMENT File No. 2023-153129 <box>686 385 905 405</box>
notice-header: FICTITIOUS BUSINESS NAME STATEMENT File No. 2023168115 <box>5 1541 224 1561</box>
notice-publish: Publish: Mountain Views News Dates Pub: JULY 29, AUG 05, 12, 19, 2023 <box>459 1084 678 1103</box>
osc-signature-4: GLENDORA, CA 91741 <box>1228 2045 1349 2060</box>
notice-body: The following person(s) is (are) doing business as: GOLDENLIGHT, 13118 BRANDFORD ST, ARLETA, CA 91331. Full name of registrant(s) is (are) FEEM LLC, 13118 BRANDFORD ST, ARLETA, CA 91331. This Business is conducted by: A LIMITED LIABILITY COMPANY. Signed: FEEM LLC, NOTAH MANAGING PARTNER. This statement was filed with the County Clerk of Los Angeles County on 07/17/2023. <box>914 686 1132 761</box>
notice-body: The following person(s) is (are) doing business as: KHUWAN THAI RESTAURANT, 3925 LONG BEACH BLVD. SUITE C, SANTA CLARITA, CA 90230. Full name of registrant(s) is (are) LA CORP 279 KUWAN AVENUE, VALLEY, CA 91352. This Business is conducted by: A CORPORATION. The registrant(s) has (have) commenced to transact business under the fictitious business name or names listed above on 01/2015. NOTICE: This Fictitious Name Statement expires five years from the date it was filed in the office of the County Clerk. A new Fictitious Business Name Statement must be filed prior to that date. The filing of this statement does not of itself authorize the use in this state of a Fictitious Business Name in violation of the rights of another under Federal, State, or common law (See section 14411 et seq. Business and Professions Code). <box>5 120 224 252</box>
notice-publish: Publish: Mountain Views News Dates Pub: JULY 29, AUG 05, 12, 19, 2023 <box>686 1102 905 1122</box>
legal-notice <box>232 743 451 848</box>
notice-body: The following person(s) GLITZ & GLAMOUR INC, 1960 ROSE ST, BELLFLOWER, CA 90706 has abandoned the use of the fictitious business name: LUXURY 6000 KIRTVIEWDA BLVD, CULVER CITY, CA 90232. The fictitious business name referred to above was filed in the County of Los Angeles. The original file number of 2021289356. This business was conducted by: A CORPORATION. This statement was filed with the County Clerk of Los Angeles County on 07/12/2023. <box>459 413 678 489</box>
notice-body: The following person(s) is (are) doing business as: LBK PIZZA LA, 4159 1/2 TUJUNGA AVE STUDIO CITY, CA 91604. Full name of registrant(s) is (are) DISKHOSPITALITY LLC, 4159 1/2 TUJUNGA AVE, STUDIO CITY, CA 91604. This Business is conducted by: A LIMITED LIABILITY COMPANY. Signed: DISKHOSPITALITY LLC, JASON FRANCIS JABDO, MANAGING MEMBER. This statement was filed with the County Clerk of Los Angeles County on 07/17/2023. <box>1140 582 1359 658</box>
notice-body: The following person(s) is (are) doing business as: NEW SKIN BY MS, 264 E BEVERLY BLVD UNIT C, MONTEBELLO, CA 90640. Full name of registrant(s) is (are) MARTHA KARTAHYAN, 264 E BEVERLY BLVD UNIT C, MONTEBELLO, CA 90640. This Business is conducted by: AN INDIVIDUAL. Signed: MARTHA KARTAHYAN, OWNER. This statement was filed with the County Clerk of Los Angeles County on 07/05/2023. <box>686 894 905 970</box>
notice-publish: Publish: ES Mountain Views News Dates Pub: Aug 05, 12, 19, 26, 2023 <box>232 950 450 971</box>
notice-body: The following person(s) is (are) doing business as: DIAZ CASTILLO PROPERTIES, 13940 FALLON AVE, NORWALK, CA 90650. Full name of registrant(s) is (are) ABIGAIL DIAZ CASTILLO, 13940 FALLON AVE, NORWALK, CA 90650. This Business is conducted by: AN INDIVIDUAL. Signed: ABIGAIL DIAZ CASTILLO, OWNER. This statement was filed with the County Clerk of Los Angeles County on 07/25/2023. <box>232 760 450 827</box>
legal-notice <box>5 103 224 272</box>
notice-body: The following person(s) is (are) doing business as: MEZIGA, 1727 W SUNSET BLVD, LOS ANGELES, CA 90026. Full name of registrant(s) is (are) VISIONEUR ENTERPRISES, INC, 1727 W SUNSET BLVD, LOS ANGELES, CA 90026. This Business is conducted by: A CORPORATION. Signed: VISIONEUR ENTERPRISES, INC. The registrant(s) has (have) commenced to transact business under the fictitious business name or names listed above on N/A. NOTICE: This Fictitious Name Statement expires five years from the date it was filed in the office of the County Clerk. A new Fictitious Business Name Statement must be filed prior to that date. <box>5 298 224 402</box>
notice-body: The following person(s) is (are) doing business as: GOLDFINGER SAUSAGE, 1900 WESTWOOD BLVD, LOS ANGELES, CA 90025. Full name of registrant(s) is (are) SOLID ENTERPRISE INC, 1900 WESTWOOD BLVD, LOS ANGELES, CA 90025. This Business is conducted by: A CORPORATION. Signed: SOLID ENTERPRISE INC, PRESIDENT. This statement was filed with the County Clerk of Los Angeles County on 06/29/2023. The registrant(s) has (have) commenced to transact business under the fictitious business name or names listed above on 06/2023. NOTICE: This Fictitious Name Statement expires five years from the date it was filed in the office of the County Clerk. <box>5 882 224 995</box>
notice-body: The following person(s) is (are) doing business as: PRAVEL KING SERVICE, 4918 LONG BEACH BLVD, LONG BEACH, CA 90805. Full name of registrant(s) is (are) DWALKENDRA PATEL, 3624 SOUTH DOWNEY, CA 90240. This Business is conducted by: AN INDIVIDUAL. Signed: KANTIBHAI PATEL, OWNER. This statement was filed with the County Clerk of Los Angeles County on 07/24/2023. The registrant(s) has (have) commenced to transact business under the fictitious business name or names listed above on 01/1986. <box>459 149 678 234</box>
notice-publish: Publish: ES Mountain Views News Dates Pub: July 22, 29 and 5, 12, 2023 <box>1140 423 1359 443</box>
notice-publish: Publish: Mountain Views News Dates Pub: JULY 29, AUG 05, 12, 19, 2023 <box>459 848 678 868</box>
notice-publish: Publish: Mountain Views News Dates Pub: JULY 29, AUG 05, 12, 19, 2023 <box>686 971 905 990</box>
legal-notice <box>1141 565 1360 679</box>
notice-publish: Publish: ES Mountain Views News Dates Pub: Aug 12, 19, 26, Sept 2, 2023 <box>5 695 224 715</box>
notice-publish: Publish: ES Mountain Views News Dates Pub: July 22, 29 and 5, 12, 2023 <box>1140 781 1359 801</box>
paper-and-date: Mountain Views-News Saturday, August 12, 2023 <box>974 78 1354 96</box>
notice-body: The following person(s) is (are) doing business as: CARPINTERIA CUSTOM CABINETS & MORE, 9443 S NORMANDIE AVE, LOS ANGELES, CA 90044. Full name of registrant(s) is (are) JOSE ROBERTO MALDONADO MONROY, 9443 S NORMANDIE AVE, LOS ANGELES, CA 90044. This Business is conducted by: AN INDIVIDUAL. Signed: JOSE ROBERTO MALDONADO MONROY, OWNER. This statement was filed with the County Clerk of Los Angeles County on 07/13/2023. <box>459 762 678 847</box>
notice-body: The following person(s) is (are) doing business as: IVERY SECURITY, 5321 SHOUP AVE, WOODLAND HILLS, CA 91367. Full name of registrant(s) is (are) NAIM MIRSHAHI, 5321 SHOUP AVE, WOODLAND HILLS, CA 91367. This Business is conducted by: AN INDIVIDUAL. Signed: NAIM MIRSHAHI, OWNER. This statement was filed with the County Clerk of Los Angeles County on 07/28/2023. <box>5 1446 224 1513</box>
footer-contact: 80 W Sierra Madre Blvd. No. 327 Sierra Madre, Ca. 91024 Office: 626.355.2737 Fax: 626.609.3285 Email: editor@mtnviewsnews.com Website: www.mtnviewsnews.com <box>175 2550 1304 2566</box>
legal-notice <box>232 1215 451 1319</box>
legal-notice <box>232 856 451 971</box>
notice-body: The following person(s) is (are) doing business as: COURTYARD INN, 6901 WHITTIER BLVD, EAST LOS ANGELES, CA 90022. Full name of registrant(s) is (are) SHARADKUMAR RANCHHODBHAI PATEL, 6901 WHITTIER BLVD, EAST LOS ANGELES, CA 90022. This Business is conducted by: A CORPORATION. Signed: SHARADKUMAR PATEL, PRESIDENT. This statement was filed with the County Clerk of Los Angeles County on 07/24/2023. <box>232 629 450 714</box>
notice-header: FICTITIOUS BUSINESS NAME STATEMENT File No. 2023-1522063 <box>459 743 678 763</box>
legal-notice <box>232 979 451 1094</box>
notice-publish: Publish: ES Mountain Views News Dates Pub: July 22, 29 and 5, 12, 2023 <box>1140 904 1359 923</box>
column-6 <box>1141 103 1360 2536</box>
notice-header: FICTITIOUS BUSINESS NAME STATEMENT File No. 2023-153049 <box>686 272 905 292</box>
legal-notice <box>914 188 1132 293</box>
notice-body: The following person(s) is (are) doing business as: DK TRANSPORTATION, 12830 FAIRFORD AVE, NORWALK, CA 90650. Full name of registrant(s) is (are) DONALD FUNES BLANCO, 12830 FAIRFORD AVE, NORWALK, CA 90650. This Business is conducted by: AN INDIVIDUAL. Signed: DONALD FUNES BLANCO, OWNER. This statement was filed with the County Clerk of Los Angeles County on 07/18/2023. <box>459 1130 678 1205</box>
notice-publish: Publish: ES Mountain Views News Dates Pub: Aug 12, 19, 26, Sept 2, 2023 <box>5 544 224 564</box>
notice-body: The following person(s) is (are) doing business as: EUPHORIC PLANTS, 12739 PALM COURT, SYLMAR, CA 91342. Full name of registrant(s) is (are) NANCY ALVAREZ MELCHOR, 12739 PALM COURT, SYLMAR, CA 91342. This Business is conducted by: AN INDIVIDUAL. Signed: NANCY ALVAREZ MELCHOR, OWNER. This statement was filed with the County Clerk of Los Angeles County on 06/10/2023. The registrant(s) has (have) commenced to transact business under the fictitious business name or names listed above on N/A. NOTICE: This Fictitious Name Statement expires five years from the date it was filed in the office of the County Clerk. <box>5 590 224 694</box>
notice-body: The following person(s) is (are) doing business as: NEW IDENTIFICATION, 234 N ARDMORE AVE, LOS ANGELES, CA 90004. Full name of registrant(s) is (are) CARLOS EVER UMANA FUENTES, 234 N ARDMORE AVE, LOS ANGELES, CA 90004. This Business is conducted by: AN INDIVIDUAL. Signed: CARLOS EVER UMANA FUENTES, OWNER. This statement was filed with the County Clerk of Los Angeles County on 07/19/2023. <box>1140 347 1359 422</box>
legal-notice <box>5 1430 224 1535</box>
notice-publish: Publish: Mountain Views News Dates Pub: AUG 05, 12, 19, 26, 2023 FILE NO: 2023-072275 <box>459 367 678 387</box>
notice-publish: Publish: Mountain Views News Dates Pub: AUG 05, 12, 19, 26, 2023 <box>459 235 678 255</box>
legal-notice <box>232 1102 451 1206</box>
notice-body: The following person(s) is (are) doing business as: ALLEN TRANSPORT, 9528 TUJUNGA CANYON BLVD, TUJUNGA, CA 91042. Full name of registrant(s) is (are) ALLEN NOUSHAHIAN KAZAZI, 9528 TUJUNGA CANYON BLVD, TUJUNGA, CA 91042. This Business is conducted by: AN INDIVIDUAL. Signed: ALLEN NOUSHAHIAN KAZAZI, OWNER. This statement was filed with the County Clerk of Los Angeles County on 07/17/2023. <box>1140 827 1359 903</box>
legal-columns <box>5 103 1359 2536</box>
legal-notice <box>5 573 224 714</box>
notice-header: FICTITIOUS BUSINESS NAME STATEMENT File No. 2023-157066 <box>459 1233 678 1254</box>
notice-publish: Publish: ES Mountain Views News Dates Pub: Aug 05, 12, 19, 26, 2023 <box>232 715 450 734</box>
notice-body: N/A. NOTICE: This Fictitious Name Statement expires five years from the date it was filed in the office of the County Clerk. A new Fictitious Business Name Statement must be filed prior to that date. The filing of this statement does not of itself authorize the use in this state of a Fictitious Business Name in violation of the rights of another under Federal, State, or common law. <box>914 103 1132 159</box>
notice-header: FICTITIOUS BUSINESS NAME STATEMENT File No. 2023150402 <box>5 863 224 884</box>
notice-publish: Publish: ES Mountain Views News Dates Pub: Aug 05, 12, 19, 26, 2023 <box>232 1299 450 1319</box>
legal-notice <box>914 103 1132 179</box>
notice-header: FICTITIOUS BUSINESS NAME STATEMENT File No. 2023153810 <box>1140 450 1359 470</box>
column-2 <box>232 103 451 2536</box>
notice-publish: Publish: Mountain Views News Dates Pub: AUG 05, 12, 19, 26, 2023 <box>459 603 678 623</box>
notice-body: The following person(s) ALBA M LINARES, 8502 S BROADWAY, LOS ANGELES, CA 90003 has abandoned the use of the fictitious business name: SAN ANGEL PRODUCE, 8502 S BROADWAY, LOS ANGELES, CA 90003. The fictitious business name referred to above was filed in the County of Los Angeles. The original file number of 2022088146. This business was conducted by: AN INDIVIDUAL. <box>459 536 678 602</box>
notice-header: FICTITIOUS BUSINESS NAME STATEMENT File No. 2023171041 <box>232 205 450 225</box>
notice-publish: Publish: Mountain Views News Dates Pub: JULY 29, AUG 05, 12, 19, 2023 <box>914 272 1132 293</box>
notice-publish: Publish: ES Mountain Views News Dates Pub: July 22, 29 and 5, 12, 2023 <box>1140 536 1359 556</box>
column-1 <box>5 103 224 2536</box>
notice-publish: Publish: ES Mountain Views News Dates Pub: Aug 12, 19, 26, Sept 2, 2023 <box>5 253 224 272</box>
notice-body: The following person(s) is (are) doing business as: AREN GRIGORYAN, 327 BURCHETT ST APT 6, GLENDALE, CA 91203. Full name of registrant(s) is (are) AREN GRIGORYAN, 327 BURCHETT ST APT 6, GLENDALE, CA 91203. This Business is conducted by: AN INDIVIDUAL. Signed: AREN GRIGORYAN, OWNER. This statement was filed with the County Clerk of Los Angeles County on 07/17/2023. <box>1140 469 1359 536</box>
notice-body: The following person(s) is (are) doing business as: LINQ, 9926 BELMONT ST, PICO RIVERA, CA 90660. Full name of registrant(s) is (are) DIANA MIRIVA CHAVEZ, 9926 BELMONT ST, PICO RIVERA, CA 90660. This Business is conducted by: AN INDIVIDUAL. Signed: DIANA MIRIVA CHAVEZ, OWNER. This statement was filed with the County Clerk of Los Angeles County on 07/13/2023. <box>459 1016 678 1083</box>
